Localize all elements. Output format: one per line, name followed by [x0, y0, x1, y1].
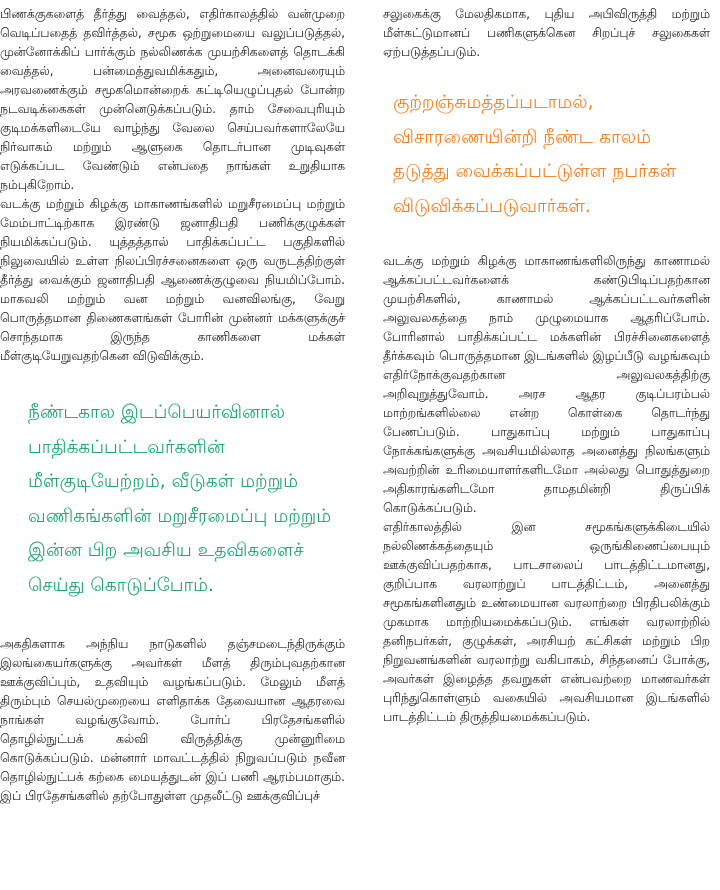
right-column [383, 0, 710, 727]
left-column [0, 0, 345, 806]
left-paragraph-2: வடக்கு மற்றும் கிழக்கு மாகாணங்களில் மறுசீரமைப்பு மற்றும் மேம்பாட்டிற்காக இரண்டு ஜனாதிபதி பணிக்குழுக்கள் நியமிக்கப்படும். யுத்தத்தால் பாதிக்கப்பட்ட பகுதிகளில் நிலுவையில் உள்ள நிலப்பிரச்சனைகளை ஒரு வருடத்திற்குள் தீர்த்து வைக்கும் ஜனாதிபதி ஆணைக்குழுவை நியமிப்போம். மாகவலி மற்றும் வன மற்றும் வனவிலங்கு, வேறு பொருத்தமான திணைகளங்கள் போரின் முன்னர் மக்களுக்குச் சொந்தமாக இருந்த காணிகளை மக்கள் மீள்குடியேறுவதற்கென விடுவிக்கும். [0, 197, 345, 363]
left-pull-quote: நீண்டகால இடப்பெயர்வினால் பாதிக்கப்பட்டவர்களின் மீள்குடியேற்றம், வீடுகள் மற்றும் வணிகங்களின் மறுசீரமைப்பு மற்றும் இன்ன பிற அவசிய உதவிகளைச் செய்து கொடுப்போம். [28, 402, 332, 596]
left-paragraph-3: அகதிகளாக அந்நிய நாடுகளில் தஞ்சமடைந்திருக்கும் இலங்கையர்களுக்கு அவர்கள் மீளத் திரும்புவதற்கான ஊக்குவிப்பும், உதவியும் வழங்கப்படும். மேலும் மீளத் திரும்பும் செயல்முறையை எளிதாக்க தேவையான ஆதரவை நாங்கள் வழங்குவோம். போர்ப் பிரதேசங்களில் தொழில்நுட்பக் கல்வி விருத்திக்கு முன்னுரிமை கொடுக்கப்படும். மன்னார் மாவட்டத்தில் நிறுவப்படும் நவீன தொழில்நுட்பக் கற்கை மையத்துடன் இப் பணி ஆரம்பமாகும். இப் பிரதேசங்களில் தற்போதுள்ள முதலீட்டு ஊக்குவிப்புச் [0, 637, 345, 803]
right-paragraph-2: வடக்கு மற்றும் கிழக்கு மாகாணங்களிலிருந்து காணாமல் ஆக்கப்பட்டவர்களைக் கண்டுபிடிப்பதற்கான முயற்சிகளில், காணாமல் ஆக்கப்பட்டவர்களின் அலுவலகத்தை நாம் முழுமையாக ஆதரிப்போம். போரினால் பாதிக்கப்பட்ட மக்களின் பிரச்சினைகளைத் தீர்க்கவும் பொருத்தமான இடங்களில் இழப்பீடு வழங்கவும் எதிர்நோக்குவதற்கான அலுவலகத்திற்கு அறிவுறுத்துவோம். அரச ஆதர குடிப்பரம்பல் மாற்றங்களில்லை என்ற கொள்கை தொடர்ந்து பேணப்படும். பாதுகாப்பு மற்றும் பாதுகாப்பு நோக்கங்களுக்கு அவசியமில்லாத அனைத்து நிலங்களும் அவற்றின் உரிமையாளர்களிடமோ அல்லது பொதுத்துறை அதிகாரங்களிடமோ தாமதமின்றி திருப்பிக் கொடுக்கப்படும். [383, 254, 710, 515]
right-pull-quote: குற்றஞ்சுமத்தப்படாமல், விசாரணையின்றி நீண்ட காலம் தடுத்து வைக்கப்பட்டுள்ள நபர்கள் விடுவிக்கப்படுவார்கள். [393, 92, 677, 217]
right-paragraph-1: சலுகைக்கு மேலதிகமாக, புதிய அபிவிருத்தி மற்றும் மீள்கட்டுமானப் பணிகளுக்கென சிறப்புச் சலுகைகள் ஏற்படுத்தப்படும். [383, 7, 710, 59]
right-paragraph-3: எதிர்காலத்தில் இன சமூகங்களுக்கிடையில் நல்லிணக்கத்தையும் ஒருங்கிணைப்பையும் ஊக்குவிப்பதற்காக, பாடசாலைப் பாடத்திட்டமானது, குறிப்பாக வரலாற்றுப் பாடத்திட்டம், அனைத்து சமூகங்களினதும் உண்மையான வரலாற்றை பிரதிபலிக்கும் முகமாக மாற்றியமைக்கப்படும். எங்கள் வரலாற்றில் தனிநபர்கள், குழுக்கள், அரசியற் கட்சிகள் மற்றும் பிற நிறுவனங்களின் வரலாற்று வகிபாகம், சிந்தனைப் போக்கு, அவர்கள் இழைத்த தவறுகள் என்பவற்றை மாணவர்கள் புரிந்துகொள்ளும் வகையில் அவசியமான இடங்களில் பாடத்திட்டம் திருத்தியமைக்கப்படும். [383, 520, 710, 724]
left-paragraph-1: பிணக்குகளைத் தீர்த்து வைத்தல், எதிர்காலத்தில் வன்முறை வெடிப்பதைத் தவிர்த்தல், சமூக ஒற்றுமையை வலுப்படுத்தல், முன்னோக்கிப் பார்க்கும் நல்லிணக்க முயற்சிகளைத் தொடக்கி வைத்தல், பன்மைத்துவமிக்கதும், அனைவரையும் அரவணைக்கும் சமூகமொன்றைக் கட்டியெழுப்புதல் போன்ற நடவடிக்கைகள் முன்னெடுக்கப்படும். தாம் சேவைபுரியும் குடிமக்களிடையே வாழ்ந்து வேலை செய்பவர்களாலேயே நிர்வாகம் மற்றும் ஆளுகை தொடர்பான முடிவுகள் எடுக்கப்பட வேண்டும் என்பதை நாங்கள் உறுதியாக நம்புகிறோம். [0, 7, 345, 192]
